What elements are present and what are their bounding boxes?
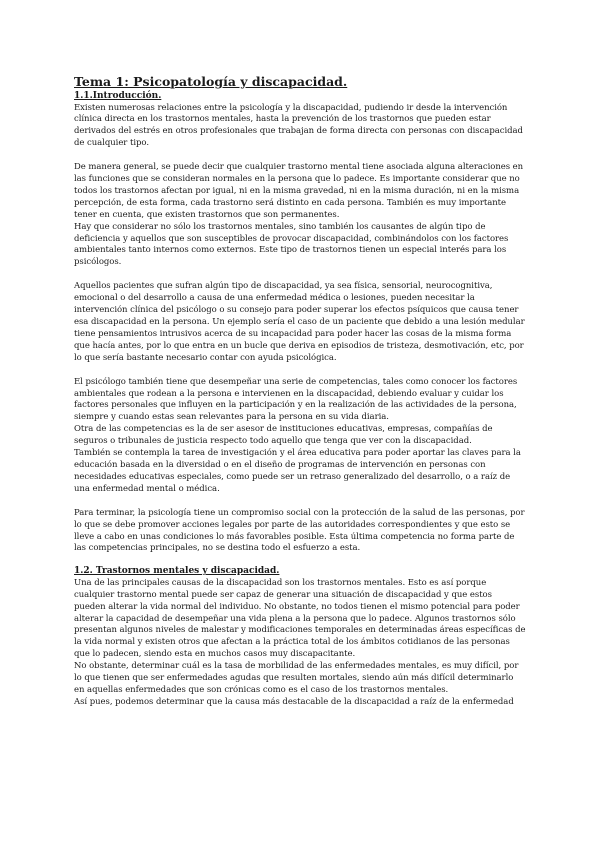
paragraph: Otra de las competencias es la de ser asesor de instituciones educativas, empresas, compañías de seguros o tribunales de justicia respecto todo aquello que tenga que ver con la discapacidad.: [74, 424, 493, 447]
paragraph: Hay que considerar no sólo los trastornos mentales, sino también los causantes de algún tipo de deficiencia y aquellos que son susceptibles de provocar discapacidad, combinándolos con los factores ambientales tanto internos como externos. Este tipo de trastornos tienen un especial interés para los psicólogos.: [74, 221, 509, 268]
paragraph: Aquellos pacientes que sufran algún tipo de discapacidad, ya sea física, sensorial, neurocognitiva, emocional o del desarrollo a causa de una enfermedad médica o lesiones, pueden necesitar la intervención clínica del psicólogo o su consejo para poder superar los efectos psíquicos que causa tener esa discapacidad en la persona. Un ejemplo sería el caso de un paciente que debido a una lesión medular tiene pensamientos intrusivos acerca de su incapacidad para poder hacer las cosas de la misma forma que hacía antes, por lo que entra en un bucle que deriva en episodios de tristeza, desmotivación, etc, por lo que sería bastante necesario contar con ayuda psicológica.: [74, 281, 525, 363]
paragraph: Existen numerosas relaciones entre la psicología y la discapacidad, pudiendo ir desde la intervención clínica directa en los trastornos mentales, hasta la prevención de los trastornos que pueden estar derivados del estrés en otros profesionales que trabajan de forma directa con personas con discapacidad de cualquier tipo.: [74, 102, 523, 149]
paragraph: De manera general, se puede decir que cualquier trastorno mental tiene asociada alguna alteraciones en las funciones que se consideran normales en la persona que lo padece. Es importante considerar que no todos los trastornos afectan por igual, ni en la misma gravedad, ni en la misma duración, ni en la misma percepción, de esta forma, cada trastorno será distinto en cada persona. También es muy importante tener en cuenta, que existen trastornos que son permanentes.: [74, 162, 524, 220]
paragraph: Una de las principales causas de la discapacidad son los trastornos mentales. Esto es así porque cualquier trastorno mental puede ser capaz de generar una situación de discapacidad y que estos pueden alterar la vida normal del individuo. No obstante, no todos tienen el mismo potencial para poder alterar la capacidad de desempeñar una vida plena a la persona que lo padece. Algunos trastornos sólo presentan algunos niveles de malestar y modificaciones temporales en determinadas áreas específicas de la vida normal y existen otros que afectan a la práctica total de los ámbitos cotidianos de las personas que lo padecen, siendo esta en muchos casos muy discapacitante.: [74, 577, 526, 660]
document-body: [74, 74, 526, 709]
section-heading-trastornos: 1.2. Trastornos mentales y discapacidad.: [74, 566, 280, 577]
section-heading-introduccion: 1.1.Introducción.: [74, 91, 162, 101]
paragraph: Para terminar, la psicología tiene un compromiso social con la protección de la salud de las personas, por lo que se debe promover acciones legales por parte de las autoridades correspondientes y que esto se lleve a cabo en unas condiciones lo más favorables posible. Esta última competencia no forma parte de las competencias principales, no se destina todo el esfuerzo a esta.: [74, 507, 525, 554]
paragraph: No obstante, determinar cuál es la tasa de morbilidad de las enfermedades mentales, es muy difícil, por lo que tienen que ser enfermedades agudas que resulten mortales, siendo aún más difícil determinarlo en aquellas enfermedades que son crónicas como es el caso de los trastornos mentales.: [74, 661, 519, 695]
paragraph: También se contempla la tarea de investigación y el área educativa para poder aportar las claves para la educación basada en la diversidad o en el diseño de programas de intervención en personas con necesidades educativas especiales, como puede ser un retraso generalizado del desarrollo, o a raíz de una enfermedad mental o médica.: [74, 448, 521, 494]
document-title: Tema 1: Psicopatología y discapacidad.: [74, 74, 348, 89]
paragraph: El psicólogo también tiene que desempeñar una serie de competencias, tales como conocer los factores ambientales que rodean a la persona e intervienen en la discapacidad, debiendo evaluar y cuidar los factores personales que influyen en la participación y en la realización de las actividades de la persona, siempre y cuando estas sean relevantes para la persona en su vida diaria.: [74, 376, 518, 423]
paragraph: Así pues, podemos determinar que la causa más destacable de la discapacidad a raíz de la enfermedad: [74, 696, 514, 707]
